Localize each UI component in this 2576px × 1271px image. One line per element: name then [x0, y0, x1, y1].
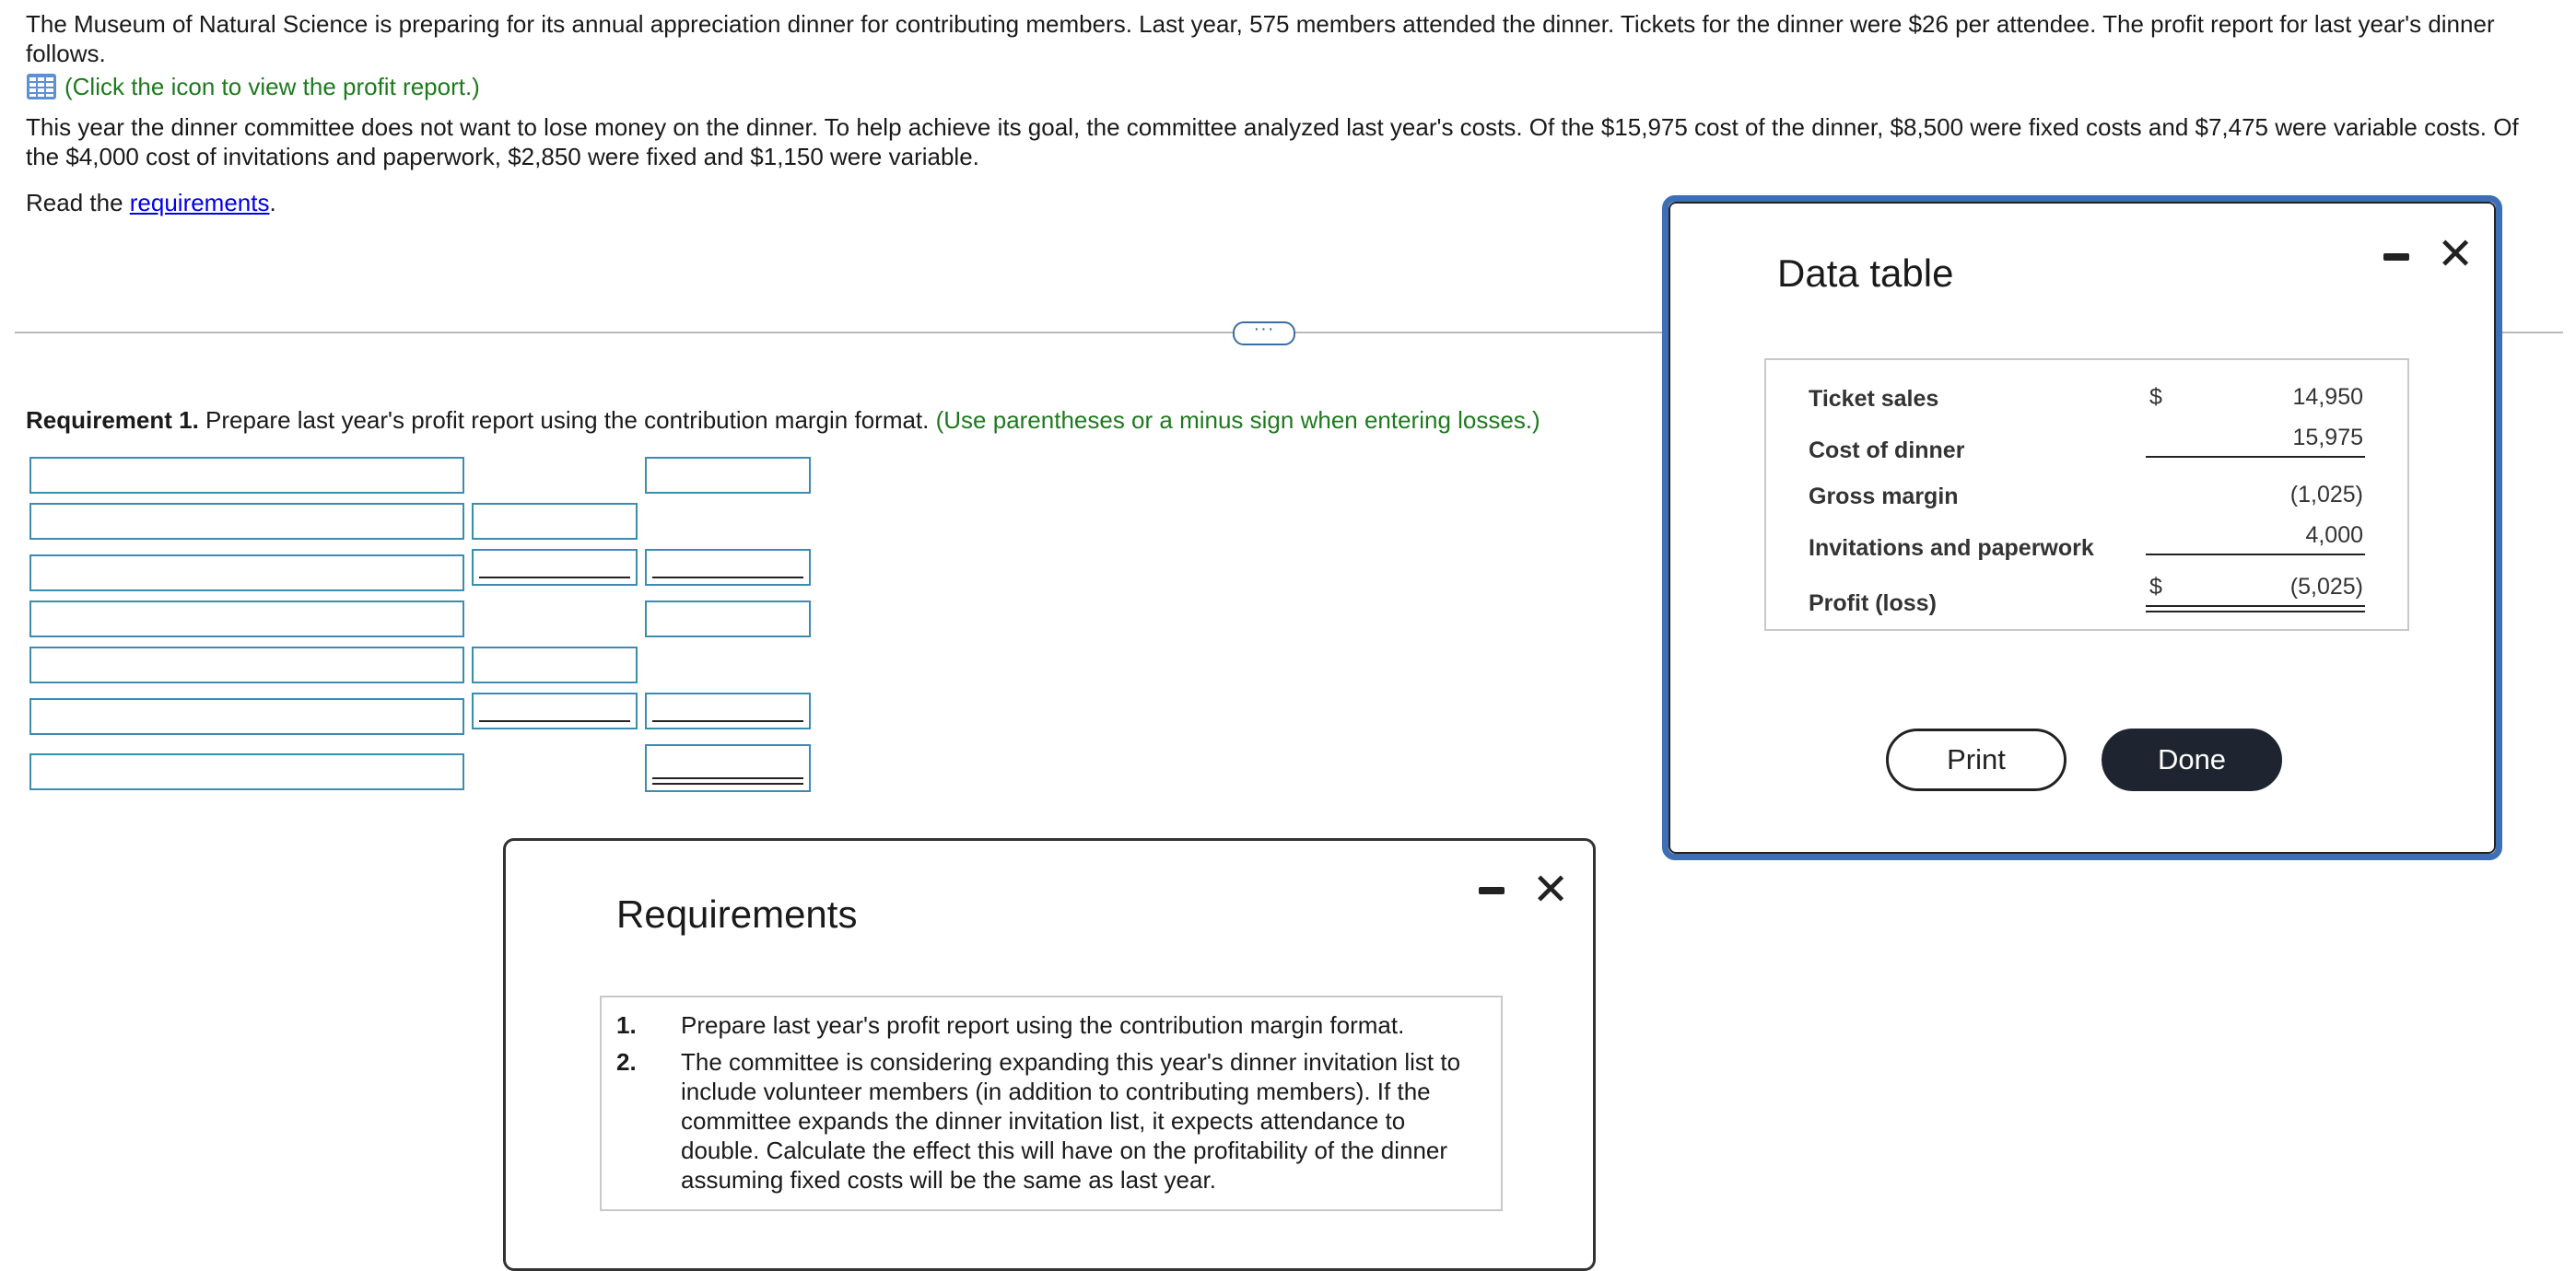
total-double-rule — [2146, 605, 2365, 607]
requirement-1-prompt — [26, 405, 1540, 435]
subtotal-rule — [2146, 456, 2365, 458]
profit-report-hint-text: (Click the icon to view the profit report.) — [64, 73, 480, 100]
close-icon[interactable]: ✕ — [1532, 866, 1570, 915]
read-suffix: . — [269, 189, 276, 216]
answer-total-input[interactable] — [645, 693, 811, 729]
done-button[interactable]: Done — [2102, 729, 2282, 791]
row-value-gross-margin: (1,025) — [2289, 482, 2363, 507]
intro-paragraph: The Museum of Natural Science is preparing for its annual appreciation dinner for contributing members. Last year, 575 members attended the dinner. Tickets for the dinner were $26 per attendee. The profit report for last year's dinner follows. — [26, 10, 2495, 67]
answer-total-input[interactable] — [645, 744, 811, 792]
requirement-text: The committee is considering expanding this year's dinner invitation list to include volunteer members (in addition to contributing members). If the committee expands the dinner invitation list, it expects attendance to double. Calculate the effect this will have on the profitability of the dinner assuming fixed costs will be the same as last year. — [681, 1048, 1461, 1194]
total-double-rule — [2146, 611, 2365, 612]
table-grid-icon[interactable] — [26, 73, 57, 100]
close-icon[interactable]: ✕ — [2437, 230, 2475, 279]
cost-analysis-paragraph: This year the dinner committee does not want to lose money on the dinner. To help achieve its goal, the committee analyzed last year's costs. Of the $15,975 cost of the dinner, $8,500 were fixed costs and $7,475 were variable costs. Of the $4,000 cost of invitations and paperwork, $2,850 were fixed and $1,150 were variable. — [26, 113, 2519, 170]
minimize-icon[interactable] — [2383, 253, 2409, 261]
row-label-invitations: Invitations and paperwork — [1809, 535, 2094, 561]
row-label-profit-loss: Profit (loss) — [1809, 590, 1937, 616]
requirements-list — [600, 996, 1503, 1211]
requirement-item — [616, 1010, 1486, 1040]
answer-total-input[interactable] — [645, 601, 811, 637]
answer-label-input[interactable] — [29, 554, 464, 591]
requirement-number: 2. — [616, 1048, 637, 1076]
requirement-item — [616, 1047, 1486, 1195]
requirements-dialog-title: Requirements — [616, 892, 858, 936]
profit-report-hint[interactable] — [26, 72, 480, 101]
row-value-invitations: 4,000 — [2305, 522, 2363, 548]
answer-total-input[interactable] — [645, 549, 811, 586]
row-label-cost-of-dinner: Cost of dinner — [1809, 437, 1965, 463]
requirement-text: Prepare last year's profit report using the contribution margin format. — [681, 1011, 1405, 1039]
minimize-icon[interactable] — [1479, 887, 1505, 894]
requirement-1-heading: Requirement 1. — [26, 406, 199, 434]
answer-amount-input[interactable] — [472, 647, 638, 683]
answer-label-input[interactable] — [29, 457, 464, 494]
answer-total-input[interactable] — [645, 457, 811, 494]
answer-label-input[interactable] — [29, 647, 464, 683]
answer-label-input[interactable] — [29, 601, 464, 637]
requirements-link[interactable]: requirements — [129, 189, 270, 216]
row-currency: $ — [2149, 574, 2162, 600]
row-currency: $ — [2149, 384, 2162, 410]
profit-report-table — [1764, 358, 2409, 631]
row-label-ticket-sales: Ticket sales — [1809, 386, 1939, 412]
answer-label-input[interactable] — [29, 753, 464, 790]
answer-amount-input[interactable] — [472, 503, 638, 540]
data-table-title: Data table — [1777, 251, 1954, 295]
row-label-gross-margin: Gross margin — [1809, 484, 1959, 509]
data-table-dialog — [1662, 195, 2502, 860]
subtotal-rule — [2146, 554, 2365, 555]
read-prefix: Read the — [26, 189, 130, 216]
row-value-cost-of-dinner: 15,975 — [2292, 425, 2363, 450]
answer-label-input[interactable] — [29, 698, 464, 735]
answer-label-input[interactable] — [29, 503, 464, 540]
requirement-1-text: Prepare last year's profit report using the contribution margin format. — [198, 406, 936, 434]
row-value-ticket-sales: 14,950 — [2292, 384, 2363, 410]
expand-more-button[interactable]: ··· — [1233, 321, 1295, 345]
print-button[interactable]: Print — [1886, 729, 2067, 791]
requirement-1-hint: (Use parentheses or a minus sign when entering losses.) — [935, 406, 1540, 434]
row-value-profit-loss: (5,025) — [2289, 574, 2363, 600]
read-requirements-line — [26, 188, 276, 217]
answer-amount-input[interactable] — [472, 549, 638, 586]
answer-amount-input[interactable] — [472, 693, 638, 729]
requirements-dialog — [503, 838, 1596, 1271]
requirement-number: 1. — [616, 1011, 637, 1039]
